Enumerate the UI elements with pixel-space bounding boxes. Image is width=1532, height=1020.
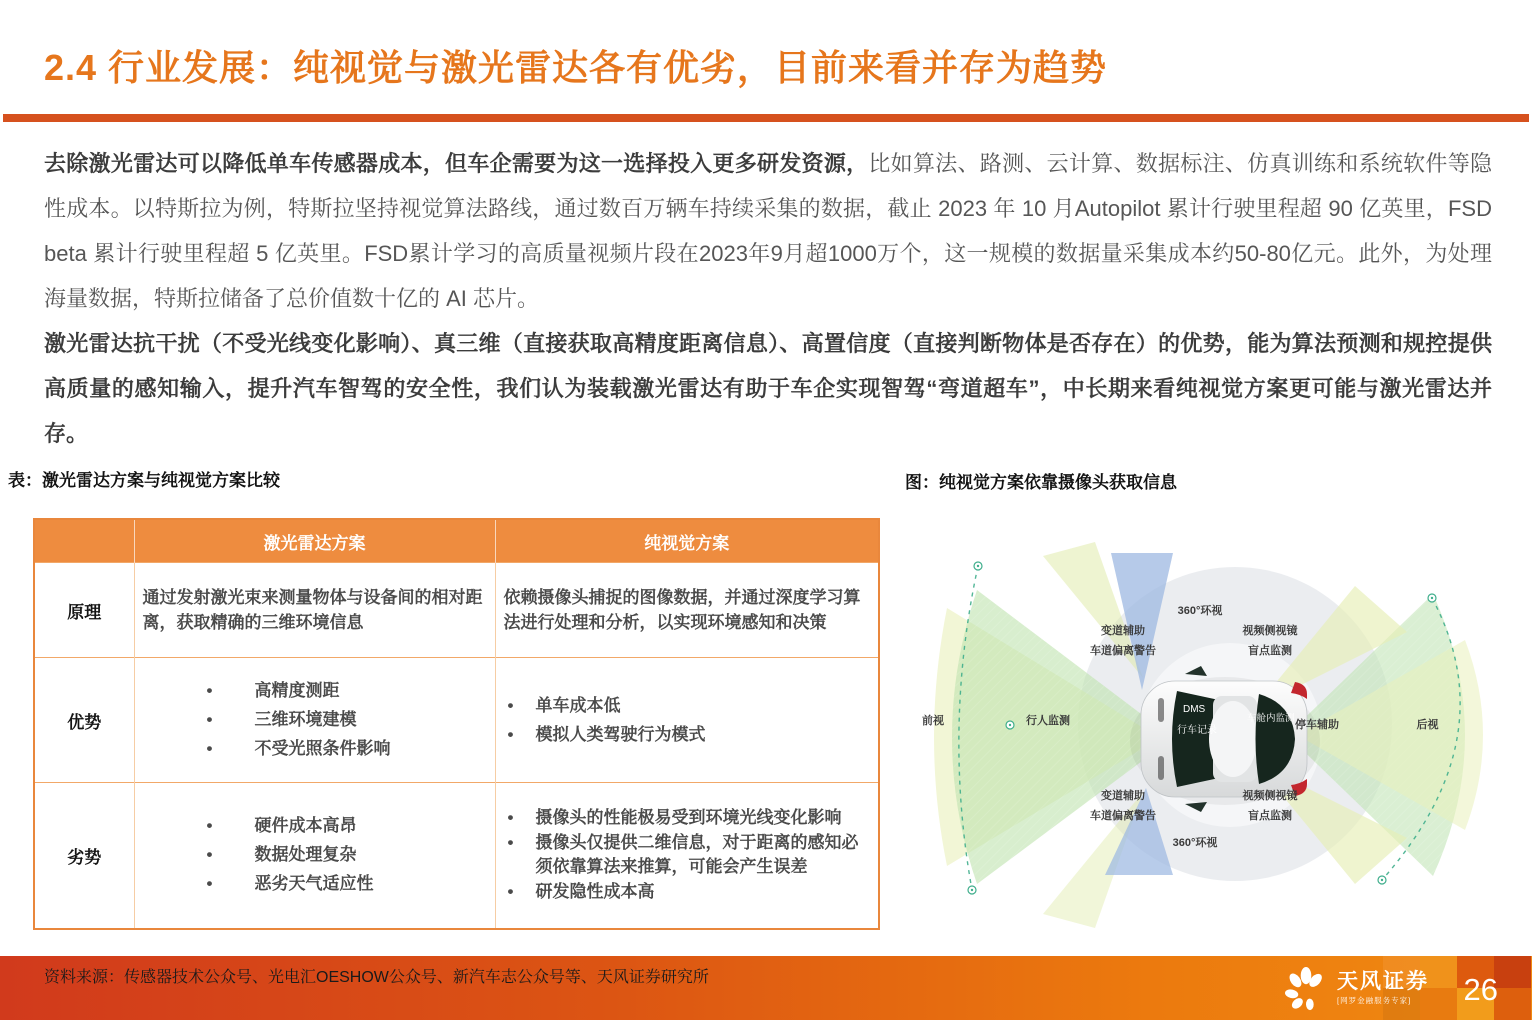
label-lane-departure-warning: 车道偏离警告: [1090, 810, 1156, 822]
advantages-lidar-cell: [134, 658, 495, 783]
table-row-advantages: [34, 658, 879, 783]
row-label-principle: 原理: [34, 563, 134, 658]
disadvantages-vision-cell: [495, 783, 879, 929]
label-pedestrian-monitor: 行人监测: [1026, 715, 1070, 727]
list-item: • 数据处理复杂: [143, 841, 487, 869]
comparison-table: [33, 518, 880, 930]
table-row-principle: [34, 563, 879, 658]
source-note: 资料来源：传感器技术公众号、光电汇OESHOW公众号、新汽车志公众号等、天风证券研究所: [44, 969, 709, 986]
principle-lidar-cell: 通过发射激光束来测量物体与设备间的相对距离，获取精确的三维环境信息: [134, 563, 495, 658]
label-side-mirror-bottom: [1215, 786, 1325, 826]
label-surround-view-bottom: 360°环视: [1172, 837, 1218, 849]
label-side-mirror-top: [1215, 621, 1325, 661]
list-item: • 硬件成本高昂: [143, 812, 487, 840]
label-lane-departure-warning: 车道偏离警告: [1090, 645, 1156, 657]
advantages-vision-list: [504, 692, 871, 749]
list-item: • 高精度测距: [143, 677, 487, 705]
label-video-side-mirror: 视频侧视镜: [1242, 790, 1298, 802]
row-label-advantages: 优势: [34, 658, 134, 783]
row-label-disadvantages: 劣势: [34, 783, 134, 929]
table-header-lidar: 激光雷达方案: [134, 519, 495, 563]
list-item: • 单车成本低: [504, 692, 871, 720]
figure-caption: 图：纯视觉方案依靠摄像头获取信息: [905, 473, 1177, 492]
paragraph-cost-rest: 比如算法、路测、云计算、数据标注、仿真训练和系统软件等隐性成本。以特斯拉为例，特斯拉坚持视觉算法路线，通过数百万辆车持续采集的数据，截止 2023 年 10 月Autopilot 累计行驶里程超 90 亿英里，FSD beta 累计行驶里程超 5 亿英里。FSD累计学习的高质量视频片段在2023年9月超1000万个，这一规模的数据量采集成本约50-80亿元。此外，为处理海量数据，特斯拉储备了总价值数十亿的 AI 芯片。: [44, 151, 1492, 311]
label-blind-spot-monitor: 盲点监测: [1248, 810, 1292, 822]
list-item: • 研发隐性成本高: [504, 880, 871, 904]
brand-logo: [1283, 966, 1429, 1012]
footer: [0, 956, 1532, 1020]
brand-text-block: [1337, 970, 1429, 1006]
brand-tagline: [网罗金融服务专家]: [1337, 996, 1412, 1005]
list-item: • 恶劣天气适应性: [143, 870, 487, 898]
label-rear-view: 后视: [1416, 719, 1439, 731]
label-blind-spot-monitor: 盲点监测: [1248, 645, 1292, 657]
paragraph-cost-lead: 去除激光雷达可以降低单车传感器成本，但车企需要为这一选择投入更多研发资源，: [44, 151, 869, 176]
label-parking-assist: 停车辅助: [1295, 719, 1339, 731]
disadvantages-lidar-cell: [134, 783, 495, 929]
list-item: • 摄像头仅提供二维信息，对于距离的感知必须依靠算法来推算，可能会产生误差: [504, 831, 871, 879]
list-item: • 模拟人类驾驶行为模式: [504, 721, 871, 749]
label-dms: DMS: [1183, 704, 1206, 715]
list-item: • 不受光照条件影响: [143, 735, 487, 763]
list-item: • 三维环境建模: [143, 706, 487, 734]
label-lane-assist-top: [1068, 621, 1178, 661]
label-cabin-monitor: 车舱内监测: [1247, 713, 1295, 724]
table-header-vision: 纯视觉方案: [495, 519, 879, 563]
paragraph-lidar-advantages: 激光雷达抗干扰（不受光线变化影响）、真三维（直接获取高精度距离信息）、高置信度（直接判断物体是否存在）的优势，能为算法预测和规控提供高质量的感知输入，提升汽车智驾的安全性，我们认为装载激光雷达有助于车企实现智驾“弯道超车”，中长期来看纯视觉方案更可能与激光雷达并存。: [44, 331, 1492, 446]
mosaic-tile: [1494, 956, 1531, 988]
page-number: 26: [1463, 972, 1498, 1007]
label-lane-assist-bottom: [1068, 786, 1178, 826]
disadvantages-vision-list: [504, 806, 871, 904]
table-header-empty: [34, 519, 134, 563]
table-caption: 表：激光雷达方案与纯视觉方案比较: [8, 471, 280, 490]
page-title: 2.4 行业发展：纯视觉与激光雷达各有优劣，目前来看并存为趋势: [44, 47, 1108, 88]
label-lane-change-assist: 变道辅助: [1101, 625, 1145, 637]
advantages-vision-cell: [495, 658, 879, 783]
table-header-row: [34, 519, 879, 563]
body-text: [44, 141, 1492, 456]
title-divider: [3, 114, 1529, 122]
label-lane-change-assist: 变道辅助: [1101, 790, 1145, 802]
table-row-disadvantages: [34, 783, 879, 929]
label-driving-recorder: 行车记录: [1177, 725, 1217, 736]
label-surround-view-top: 360°环视: [1177, 605, 1223, 617]
principle-vision-cell: 依赖摄像头捕捉的图像数据，并通过深度学习算法进行处理和分析，以实现环境感知和决策: [495, 563, 879, 658]
paragraph-cost: [44, 141, 1492, 321]
advantages-lidar-list: [143, 677, 487, 763]
label-video-side-mirror: 视频侧视镜: [1242, 625, 1298, 637]
flower-logo-icon: [1283, 966, 1329, 1012]
camera-coverage-diagram: [915, 528, 1515, 943]
disadvantages-lidar-list: [143, 812, 487, 898]
list-item: • 摄像头的性能极易受到环境光线变化影响: [504, 806, 871, 830]
mosaic-tile: [1494, 988, 1531, 1020]
label-front-view: 前视: [922, 715, 944, 727]
brand-name: 天风证券: [1337, 970, 1429, 993]
